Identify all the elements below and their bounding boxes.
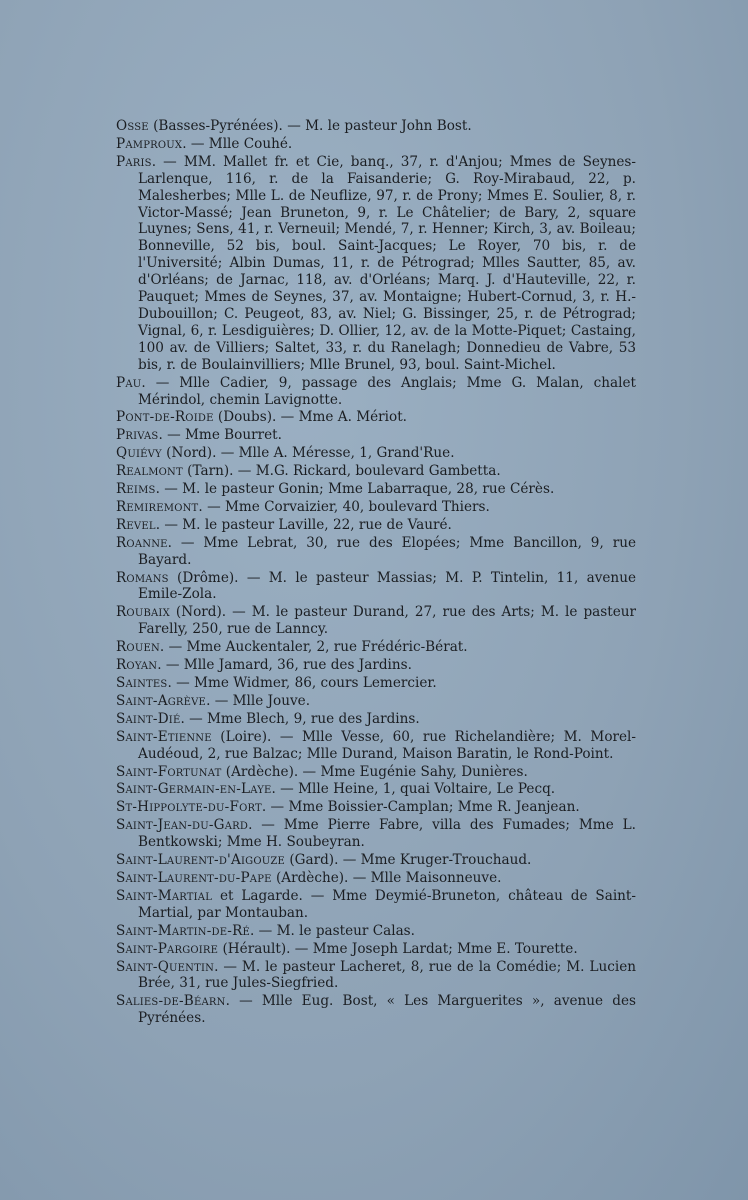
entry-text: et Lagarde. — Mme Deymié-Bruneton, château de Saint-Martial, par Montauban.	[138, 887, 636, 921]
directory-entry	[116, 711, 636, 728]
place-name: Saint-Germain-en-Laye	[116, 781, 272, 798]
directory-entry	[116, 959, 636, 993]
entry-text: (Tarn). — M.G. Rickard, boulevard Gambetta.	[182, 463, 501, 480]
place-name: Rouen	[116, 639, 160, 656]
directory-entry	[116, 729, 636, 763]
place-name: Revel	[116, 516, 156, 533]
entry-text: . — M. le pasteur Calas.	[250, 922, 415, 939]
directory-entry	[116, 136, 636, 153]
directory-entry	[116, 118, 636, 135]
place-name: Privas	[116, 427, 159, 444]
directory-entry	[116, 517, 636, 534]
directory-entry	[116, 693, 636, 710]
place-name: Romans	[116, 569, 169, 586]
entry-text: . — M. le pasteur Laville, 22, rue de Vauré.	[155, 516, 452, 533]
place-name: St-Hippolyte-du-Fort	[116, 799, 262, 816]
place-name: Saint-Etienne	[116, 728, 212, 745]
place-name: Saint-Quentin	[116, 958, 215, 975]
entry-text: (Hérault). — Mme Joseph Lardat; Mme E. Tourette.	[218, 940, 578, 957]
entry-text: . — M. le pasteur Lacheret, 8, rue de la Comédie; M. Lucien Brée, 31, rue Jules-Siegfried.	[138, 958, 636, 992]
entry-text: (Ardèche). — Mme Eugénie Sahy, Dunières.	[221, 763, 528, 780]
place-name: Realmont	[116, 463, 183, 480]
directory-entry	[116, 445, 636, 462]
place-name: Reims	[116, 481, 156, 498]
entry-text: . — Mlle Heine, 1, quai Voltaire, Le Pecq.	[271, 781, 556, 798]
place-name: Remiremont	[116, 498, 199, 515]
entry-text: . — Mlle Cadier, 9, passage des Anglais; Mme G. Malan, chalet Mérindol, chemin Lavignotte.	[138, 374, 636, 408]
entry-text: (Basses-Pyrénées). — M. le pasteur John Bost.	[148, 118, 472, 134]
directory-entry	[116, 604, 636, 638]
entry-text: . — MM. Mallet fr. et Cie, banq., 37, r. d'Anjou; Mmes de Seynes-Larlenque, 116, r. de la Faisanderie; G. Roy-Mirabaud, 22, p. Malesherbes; Mlle L. de Neuflize, 97, r. de Prony; Mmes E. Soulier, 8, r. Victor-Massé; Jean Bruneton, 9, r. Le Châtelier; de Bary, 2, square Luynes; Sens, 41, r. Verneuil; Mendé, 7, r. Henner; Kirch, 3, av. Boileau; Bonneville, 52 bis, boul. Saint-Jacques; Le Royer, 70 bis, r. de l'Université; Albin Dumas, 11, r. de Pétrograd; Mlles Sautter, 85, av. d'Orléans; de Jarnac, 118, av. d'Orléans; Marq. J. d'Hauteville, 22, r. Pauquet; Mmes de Seynes, 37, av. Montaigne; Hubert-Cornud, 3, r. H.-Dubouillon; C. Peugeot, 83, av. Niel; G. Bissinger, 25, r. de Pétrograd; Vignal, 6, r. Lesdiguières; D. Ollier, 12, av. de la Motte-Piquet; Castaing, 100 av. de Villiers; Saltet, 33, r. du Ranelagh; Donnedieu de Vabre, 53 bis, r. de Boulainvilliers; Mlle Brunel, 93, boul. Saint-Michel.	[138, 153, 636, 373]
directory-entry	[116, 409, 636, 426]
entry-text: (Nord). — M. le pasteur Durand, 27, rue des Arts; M. le pasteur Farelly, 250, rue de Lanncy.	[138, 604, 636, 638]
place-name: Saint-Fortunat	[116, 763, 222, 780]
directory-entry	[116, 852, 636, 869]
directory-entry	[116, 481, 636, 498]
place-name: Saint-Martin-de-Ré	[116, 922, 251, 939]
entry-text: (Gard). — Mme Kruger-Trouchaud.	[285, 852, 532, 869]
entry-text: . — Mme Lebrat, 30, rue des Elopées; Mme Bancillon, 9, rue Bayard.	[138, 534, 636, 568]
directory-list	[116, 118, 636, 1028]
place-name: Quiévy	[116, 445, 162, 462]
directory-entry	[116, 499, 636, 516]
place-name: Pau	[116, 374, 142, 391]
place-name: Roanne	[116, 534, 168, 551]
place-name: Saint-Laurent-d'Aigouze	[116, 852, 286, 869]
directory-entry	[116, 870, 636, 887]
place-name: Royan	[116, 657, 158, 674]
directory-entry	[116, 817, 636, 851]
directory-entry	[116, 463, 636, 480]
entry-text: (Ardèche). — Mlle Maisonneuve.	[271, 869, 502, 886]
entry-text: . — Mme Pierre Fabre, villa des Fumades; Mme L. Bentkowski; Mme H. Soubeyran.	[138, 817, 636, 851]
place-name: Saint-Martial	[116, 887, 213, 904]
place-name: Saintes	[116, 675, 168, 691]
directory-entry	[116, 993, 636, 1027]
place-name: Pamproux	[116, 135, 183, 152]
entry-text: . — Mme Boissier-Camplan; Mme R. Jeanjean.	[261, 799, 580, 816]
entry-text: . — Mme Bourret.	[158, 427, 282, 444]
entry-text: . — Mme Auckentaler, 2, rue Frédéric-Bérat.	[159, 639, 468, 656]
directory-entry	[116, 570, 636, 604]
directory-entry	[116, 941, 636, 958]
entry-text: (Loire). — Mlle Vesse, 60, rue Richelandière; M. Morel-Audéoud, 2, rue Balzac; Mlle Durand, Maison Baratin, le Rond-Point.	[138, 728, 636, 762]
entry-text: (Drôme). — M. le pasteur Massias; M. P. Tintelin, 11, avenue Emile-Zola.	[138, 569, 636, 603]
directory-entry	[116, 535, 636, 569]
entry-text: . — Mlle Couhé.	[182, 135, 293, 152]
directory-entry	[116, 799, 636, 816]
place-name: Roubaix	[116, 604, 170, 621]
entry-text: (Doubs). — Mme A. Mériot.	[213, 409, 407, 426]
entry-text: . — Mme Corvaizier, 40, boulevard Thiers.	[198, 498, 490, 515]
place-name: Saint-Agrève	[116, 692, 207, 709]
place-name: Paris	[116, 153, 152, 170]
directory-entry	[116, 639, 636, 656]
directory-entry	[116, 375, 636, 409]
directory-entry	[116, 657, 636, 674]
place-name: Saint-Pargoire	[116, 940, 219, 957]
entry-text: . — Mme Widmer, 86, cours Lemercier.	[167, 675, 437, 691]
place-name: Saint-Dié	[116, 710, 181, 727]
place-name: Saint-Laurent-du-Pape	[116, 869, 272, 886]
entry-text: . — M. le pasteur Gonin; Mme Labarraque, 28, rue Cérès.	[155, 481, 555, 498]
place-name: Pont-de-Roide	[116, 409, 214, 426]
directory-entry	[116, 154, 636, 374]
directory-entry	[116, 888, 636, 922]
entry-text: . — Mme Blech, 9, rue des Jardins.	[180, 710, 420, 727]
place-name: Saint-Jean-du-Gard	[116, 817, 249, 834]
directory-entry	[116, 675, 636, 692]
directory-entry	[116, 923, 636, 940]
entry-text: . — Mlle Jamard, 36, rue des Jardins.	[157, 657, 412, 674]
entry-text: . — Mlle Eug. Bost, « Les Marguerites », avenue des Pyrénées.	[138, 993, 636, 1027]
entry-text: . — Mlle Jouve.	[206, 692, 311, 709]
entry-text: (Nord). — Mlle A. Méresse, 1, Grand'Rue.	[161, 445, 455, 462]
directory-entry	[116, 781, 636, 798]
place-name: Salies-de-Béarn	[116, 993, 226, 1010]
place-name: Osse	[116, 118, 149, 134]
directory-entry	[116, 764, 636, 781]
directory-entry	[116, 427, 636, 444]
